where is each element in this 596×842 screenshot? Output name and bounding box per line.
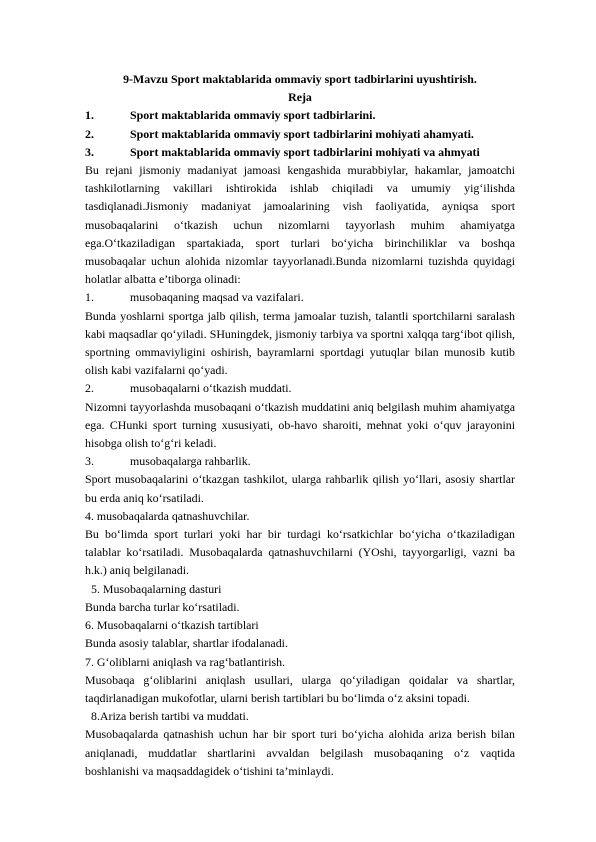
section-body: Bu bo‘limda sport turlari yoki har bir turdagi ko‘rsatkichlar bo‘yicha o‘tkaziladigan talablar ko‘rsatiladi. Musobaqalarda qatnashuvchilarni (YOshi, tayyorgarligi, vazni ba h.k.) aniq belgilanadi. bbox=[85, 527, 515, 578]
plan-item-number: 2. bbox=[85, 126, 94, 141]
intro-paragraph: Bu rejani jismoniy madaniyat jamoasi kengashida murabbiylar, hakamlar, jamoatchi tashkilotlarning vakillari ishtirokida ishlab chiqiladi va umumiy yig‘ilishda tasdiqlanadi.Jismoniy madaniyat jamoalarining vish faoliyatida, ayniqsa sport musobaqalarini o‘tkazish uchun nizomlarni tayyorlash muhim ahamiyatga ega.O‘tkaziladigan spartakiada, sport turlari bo‘yicha birinchiliklar va boshqa musobaqalar uchun alohida nizomlar tayyorlanadi.Bunda nizomlarni tuzishda quyidagi holatlar albatta e’tiborga olinadi: bbox=[85, 163, 515, 287]
section-heading: 8.Ariza berish tartibi va muddati. bbox=[91, 709, 249, 724]
plan-item-text: Sport maktablarida ommaviy sport tadbirlarini mohiyati ahamyati. bbox=[130, 126, 474, 141]
section-body: Bunda yoshlarni sportga jalb qilish, terma jamoalar tuzish, talantli sportchilarni saralash kabi maqsadlar qo‘yiladi. SHuningdek, jismoniy tarbiya va sportni xalqqa targ‘ibot qilish, sportning ommaviyligini oshirish, bayramlarni sportdagi yutuqlar bilan munosib kutib olish kabi vazifalarni qo‘yadi. bbox=[85, 308, 515, 378]
section-body: Bunda asosiy talablar, shartlar ifodalanadi. bbox=[85, 636, 288, 651]
section-heading-text: musobaqaning maqsad va vazifalari. bbox=[130, 290, 304, 305]
section-heading bbox=[85, 288, 515, 306]
plan-item bbox=[85, 143, 515, 161]
section-heading bbox=[85, 379, 515, 397]
section-body: Sport musobaqalarini o‘tkazgan tashkilot, ularga rahbarlik qilish yo‘llari, asosiy shartlar bu erda aniq ko‘rsatiladi. bbox=[85, 472, 515, 505]
section-heading: 4. musobaqalarda qatnashuvchilar. bbox=[85, 508, 250, 523]
plan-item bbox=[85, 106, 515, 124]
section-body: Musobaqalarda qatnashish uchun har bir sport turi bo‘yicha alohida ariza berish bilan aniqlanadi, muddatlar shartlarini avvaldan belgilash musobaqaning o‘z vaqtida boshlanishi va maqsaddagidek o‘tishini ta’minlaydi. bbox=[85, 727, 515, 778]
plan-item-number: 3. bbox=[85, 144, 94, 159]
section-body: Musobaqa g‘oliblarini aniqlash usullari, ularga qo‘yiladigan qoidalar va shartlar, taqdirlanadigan mukofotlar, ularni berish tartiblari bu bo‘limda o‘z aksini topadi. bbox=[85, 672, 515, 705]
section-heading-text: musobaqalarni o‘tkazish muddati. bbox=[130, 381, 292, 396]
document-page bbox=[85, 70, 515, 780]
section-body: Nizomni tayyorlashda musobaqani o‘tkazish muddatini aniq belgilash muhim ahamiyatga ega. CHunki sport turning xususiyati, ob-havo sharoiti, mehnat yoki o‘quv jarayonini hisobga olish to‘g‘ri keladi. bbox=[85, 399, 515, 451]
plan-item bbox=[85, 125, 515, 143]
section-number: 1. bbox=[85, 290, 94, 305]
plan-item-text: Sport maktablarida ommaviy sport tadbirlarini. bbox=[130, 108, 376, 123]
section-heading: 7. G‘oliblarni aniqlash va rag‘batlantirish. bbox=[85, 654, 286, 669]
section-heading: 6. Musobaqalarni o‘tkazish tartiblari bbox=[85, 618, 259, 633]
document-title: 9-Mavzu Sport maktablarida ommaviy sport tadbirlarini uyushtirish. bbox=[123, 72, 477, 86]
section-number: 3. bbox=[85, 454, 94, 469]
section-heading-text: musobaqalarga rahbarlik. bbox=[130, 454, 251, 469]
section-number: 2. bbox=[85, 381, 94, 396]
plan-item-text: Sport maktablarida ommaviy sport tadbirlarini mohiyati va ahmyati bbox=[130, 144, 480, 159]
plan-item-number: 1. bbox=[85, 108, 94, 123]
section-body: Bunda barcha turlar ko‘rsatiladi. bbox=[85, 599, 240, 614]
section-heading: 5. Musobaqalarning dasturi bbox=[91, 581, 222, 596]
section-heading bbox=[85, 452, 515, 470]
plan-heading: Reja bbox=[288, 90, 312, 105]
